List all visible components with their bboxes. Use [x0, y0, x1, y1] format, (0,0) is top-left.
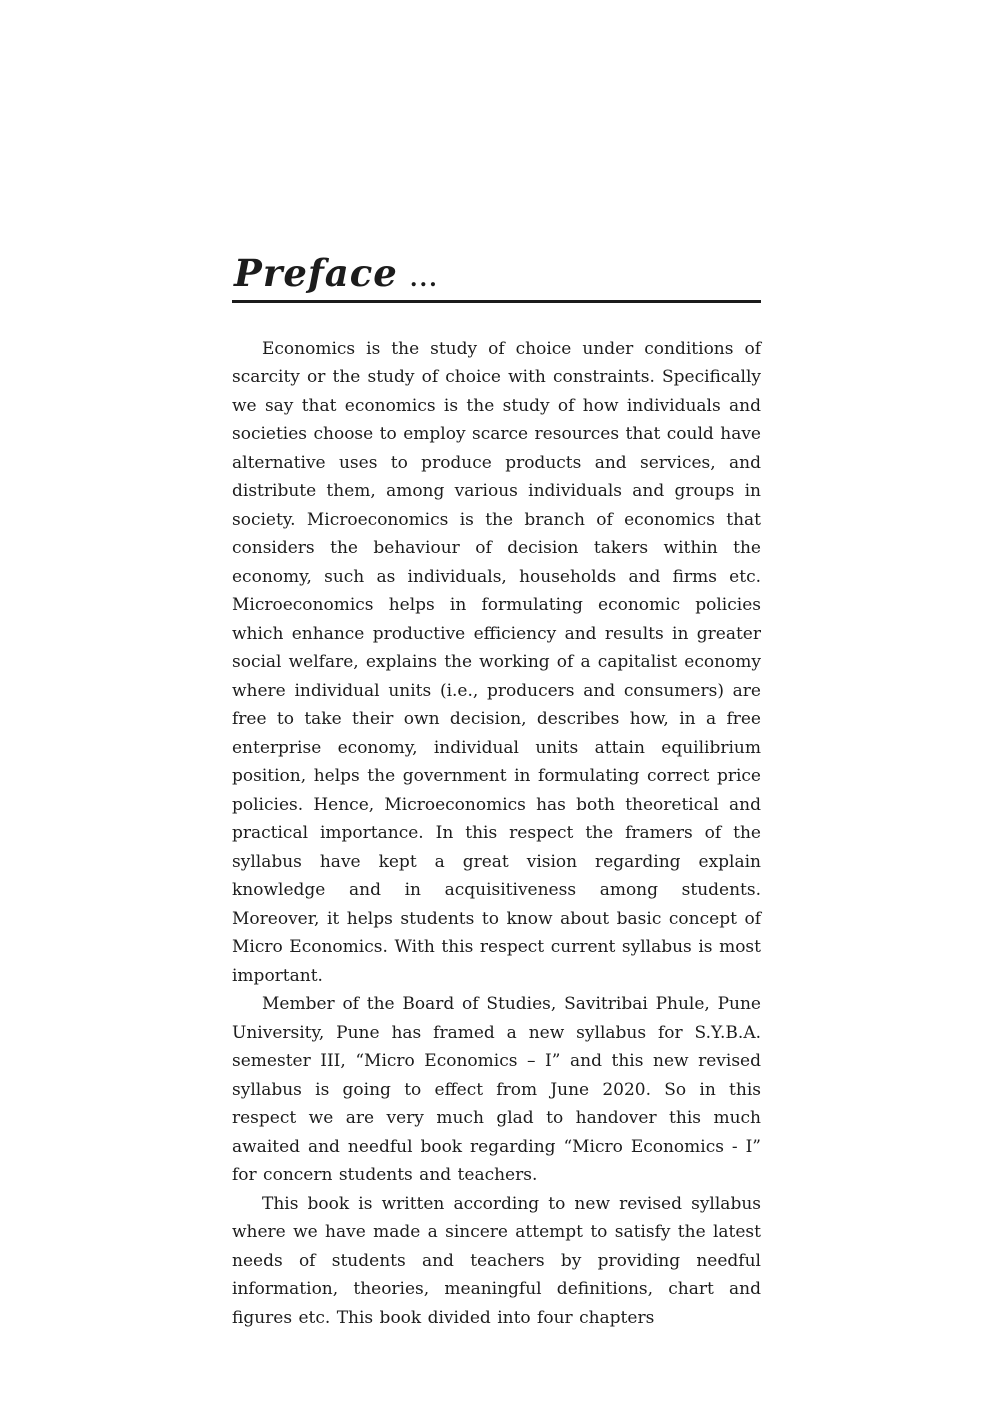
preface-paragraph-3: This book is written according to new revised syllabus where we have made a sincere attempt to satisfy the latest needs of students and teachers by providing needful information, theories, meaningful definitions, chart and figures etc. This book divided into four chapters	[232, 1193, 761, 1328]
page-title-ellipsis: ...	[409, 266, 439, 292]
page-title: Preface	[234, 251, 398, 295]
content-column	[232, 251, 761, 1332]
preface-paragraph-1: Economics is the study of choice under conditions of scarcity or the study of choice with constraints. Specifically we say that economics is the study of how individuals and societies choose to employ scarce resources that could have alternative uses to produce products and services, and distribute them, among various individuals and groups in society. Microeconomics is the branch of economics that considers the behaviour of decision takers within the economy, such as individuals, households and firms etc. Microeconomics helps in formulating economic policies which enhance productive efficiency and results in greater social welfare, explains the working of a capitalist economy where individual units (i.e., producers and consumers) are free to take their own decision, describes how, in a free enterprise economy, individual units attain equilibrium position, helps the government in formulating correct price policies. Hence, Microeconomics has both theoretical and practical importance. In this respect the framers of the syllabus have kept a great vision regarding explain knowledge and in acquisitiveness among students. Moreover, it helps students to know about basic concept of Micro Economics. With this respect current syllabus is most important.	[232, 338, 761, 986]
preface-body	[232, 335, 761, 1333]
preface-heading	[234, 251, 761, 295]
heading-rule	[232, 300, 761, 303]
preface-paragraph-2: Member of the Board of Studies, Savitribai Phule, Pune University, Pune has framed a new syllabus for S.Y.B.A. semester III, “Micro Economics – I” and this new revised syllabus is going to effect from June 2020. So in this respect we are very much glad to handover this much awaited and needful book regarding “Micro Economics - I” for concern students and teachers.	[232, 994, 761, 1186]
